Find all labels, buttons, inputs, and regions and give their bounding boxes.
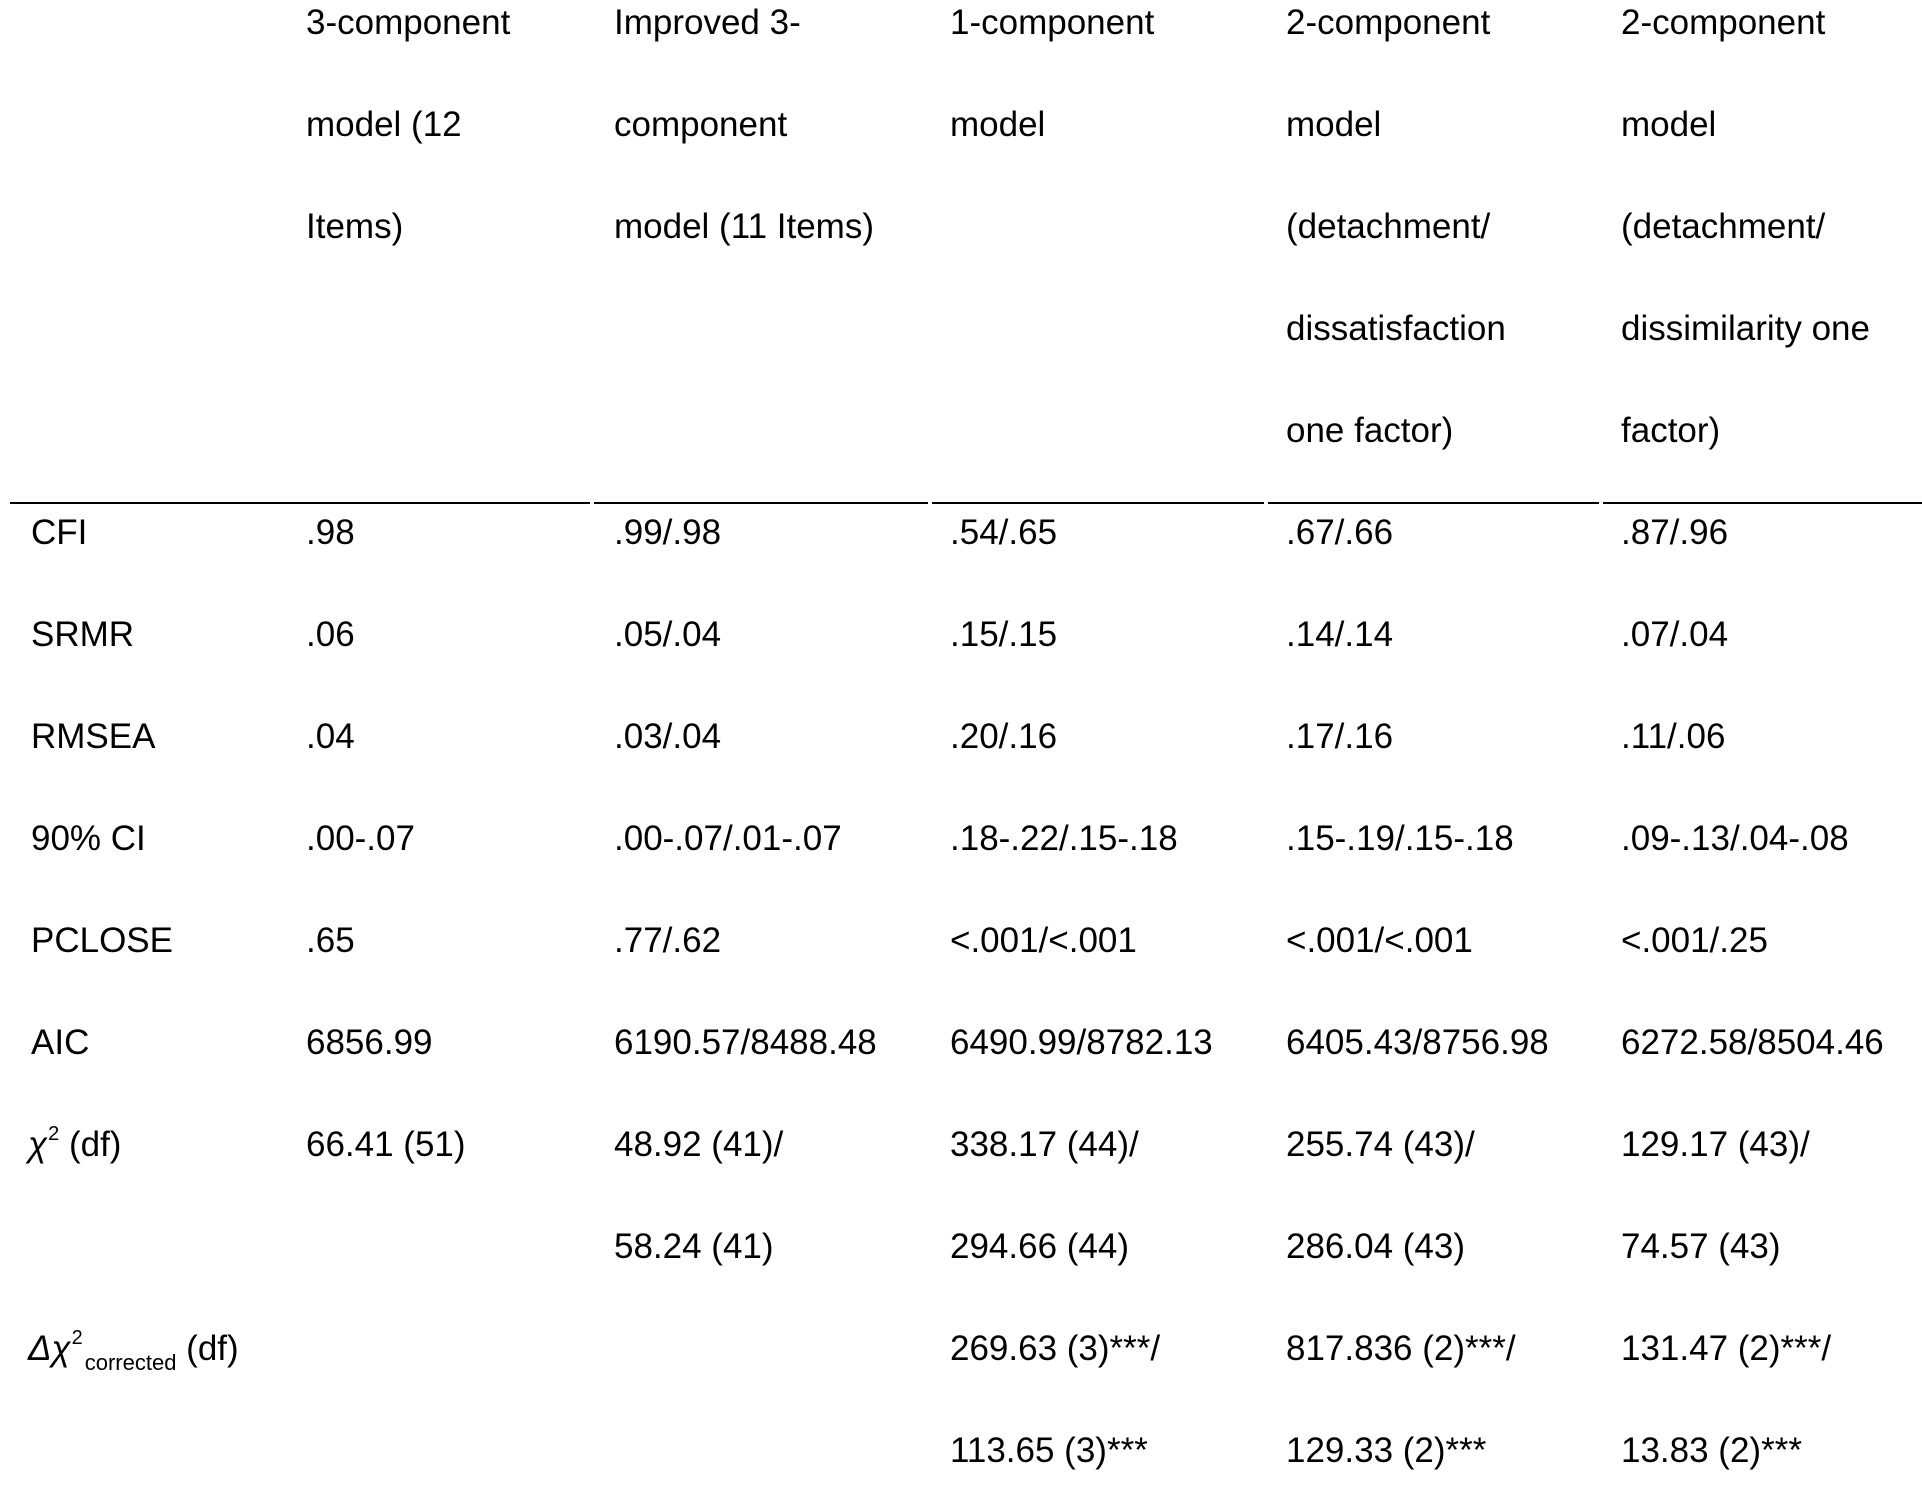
table-cell: 269.63 (3)***/ xyxy=(950,1329,1161,1368)
delta-chi-superscript: 2 xyxy=(71,1327,83,1349)
header-line: one factor) xyxy=(1286,411,1454,450)
table-cell: 6272.58/8504.46 xyxy=(1621,1023,1884,1062)
table-cell: <.001/.25 xyxy=(1621,921,1768,960)
delta-chi-suffix: (df) xyxy=(176,1329,239,1368)
table-cell: .87/.96 xyxy=(1621,513,1729,552)
table-cell: 74.57 (43) xyxy=(1621,1227,1781,1266)
table-cell: 6405.43/8756.98 xyxy=(1286,1023,1549,1062)
table-cell: .00-.07 xyxy=(306,819,415,858)
table-cell: .99/.98 xyxy=(614,513,722,552)
header-1-component-model xyxy=(950,0,1154,176)
chi-superscript: 2 xyxy=(48,1123,60,1145)
header-line: component xyxy=(614,105,788,144)
table-cell: 129.17 (43)/ xyxy=(1621,1125,1810,1164)
header-line: model xyxy=(950,105,1046,144)
header-line: 2-component xyxy=(1621,3,1826,42)
table-cell: 13.83 (2)*** xyxy=(1621,1431,1802,1470)
header-line: 2-component xyxy=(1286,3,1491,42)
table-cell: <.001/<.001 xyxy=(950,921,1137,960)
row-label-pclose: PCLOSE xyxy=(31,921,173,960)
table-cell: 66.41 (51) xyxy=(306,1125,466,1164)
header-line: model (11 Items) xyxy=(614,207,874,246)
table-cell: .15/.15 xyxy=(950,615,1058,654)
chi-suffix: (df) xyxy=(59,1125,122,1164)
table-cell: 129.33 (2)*** xyxy=(1286,1431,1487,1470)
table-cell: .98 xyxy=(306,513,355,552)
table-cell: 817.836 (2)***/ xyxy=(1286,1329,1516,1368)
header-line: 1-component xyxy=(950,3,1155,42)
table-cell: .11/.06 xyxy=(1621,717,1726,756)
header-line: dissimilarity one xyxy=(1621,309,1870,348)
header-line: dissatisfaction xyxy=(1286,309,1506,348)
table-cell: 131.47 (2)***/ xyxy=(1621,1329,1832,1368)
header-line: Items) xyxy=(306,207,404,246)
row-label-aic: AIC xyxy=(31,1023,90,1062)
chi-symbol: χ xyxy=(28,1125,48,1164)
table-cell: .09-.13/.04-.08 xyxy=(1621,819,1849,858)
table-cell: .54/.65 xyxy=(950,513,1058,552)
table-cell: .67/.66 xyxy=(1286,513,1394,552)
header-line: model (12 xyxy=(306,105,462,144)
row-label-cfi: CFI xyxy=(31,513,88,552)
table-cell: .18-.22/.15-.18 xyxy=(950,819,1178,858)
table-cell: 6856.99 xyxy=(306,1023,433,1062)
delta-chi-symbol: Δχ xyxy=(28,1329,71,1368)
table-cell: 255.74 (43)/ xyxy=(1286,1125,1475,1164)
table-cell: .04 xyxy=(306,717,355,756)
table-cell: .06 xyxy=(306,615,355,654)
header-2-component-model-dissatisfaction xyxy=(1286,0,1506,482)
table-cell: 6490.99/8782.13 xyxy=(950,1023,1213,1062)
table-cell: .07/.04 xyxy=(1621,615,1729,654)
row-label-delta-chi-square xyxy=(28,1298,239,1405)
delta-chi-subscript: corrected xyxy=(84,1350,177,1375)
header-2-component-model-dissimilarity xyxy=(1621,0,1870,482)
table-cell: 6190.57/8488.48 xyxy=(614,1023,877,1062)
table-cell: .03/.04 xyxy=(614,717,722,756)
header-rule xyxy=(10,502,590,504)
header-line: 3-component xyxy=(306,3,511,42)
table-cell: 113.65 (3)*** xyxy=(950,1431,1148,1470)
table-cell: .20/.16 xyxy=(950,717,1058,756)
table-cell: <.001/<.001 xyxy=(1286,921,1473,960)
table-cell: .00-.07/.01-.07 xyxy=(614,819,842,858)
row-label-chi-square xyxy=(28,1094,121,1201)
table-cell: 286.04 (43) xyxy=(1286,1227,1466,1266)
table-cell: .17/.16 xyxy=(1286,717,1394,756)
table-cell: .14/.14 xyxy=(1286,615,1394,654)
table-cell: 58.24 (41) xyxy=(614,1227,774,1266)
header-line: factor) xyxy=(1621,411,1721,450)
row-label-90-ci: 90% CI xyxy=(31,819,146,858)
header-line: Improved 3- xyxy=(614,3,801,42)
row-label-rmsea: RMSEA xyxy=(31,717,156,756)
header-line: model xyxy=(1286,105,1382,144)
header-line: (detachment/ xyxy=(1286,207,1491,246)
header-line: model xyxy=(1621,105,1717,144)
table-cell: .15-.19/.15-.18 xyxy=(1286,819,1514,858)
row-label-srmr: SRMR xyxy=(31,615,135,654)
table-cell: 338.17 (44)/ xyxy=(950,1125,1139,1164)
header-3-component-model xyxy=(306,0,510,278)
header-improved-3-component-model xyxy=(614,0,874,278)
table-cell: 294.66 (44) xyxy=(950,1227,1130,1266)
table-cell: .05/.04 xyxy=(614,615,722,654)
table-cell: 48.92 (41)/ xyxy=(614,1125,784,1164)
table-cell: .77/.62 xyxy=(614,921,722,960)
header-line: (detachment/ xyxy=(1621,207,1826,246)
table-cell: .65 xyxy=(306,921,355,960)
